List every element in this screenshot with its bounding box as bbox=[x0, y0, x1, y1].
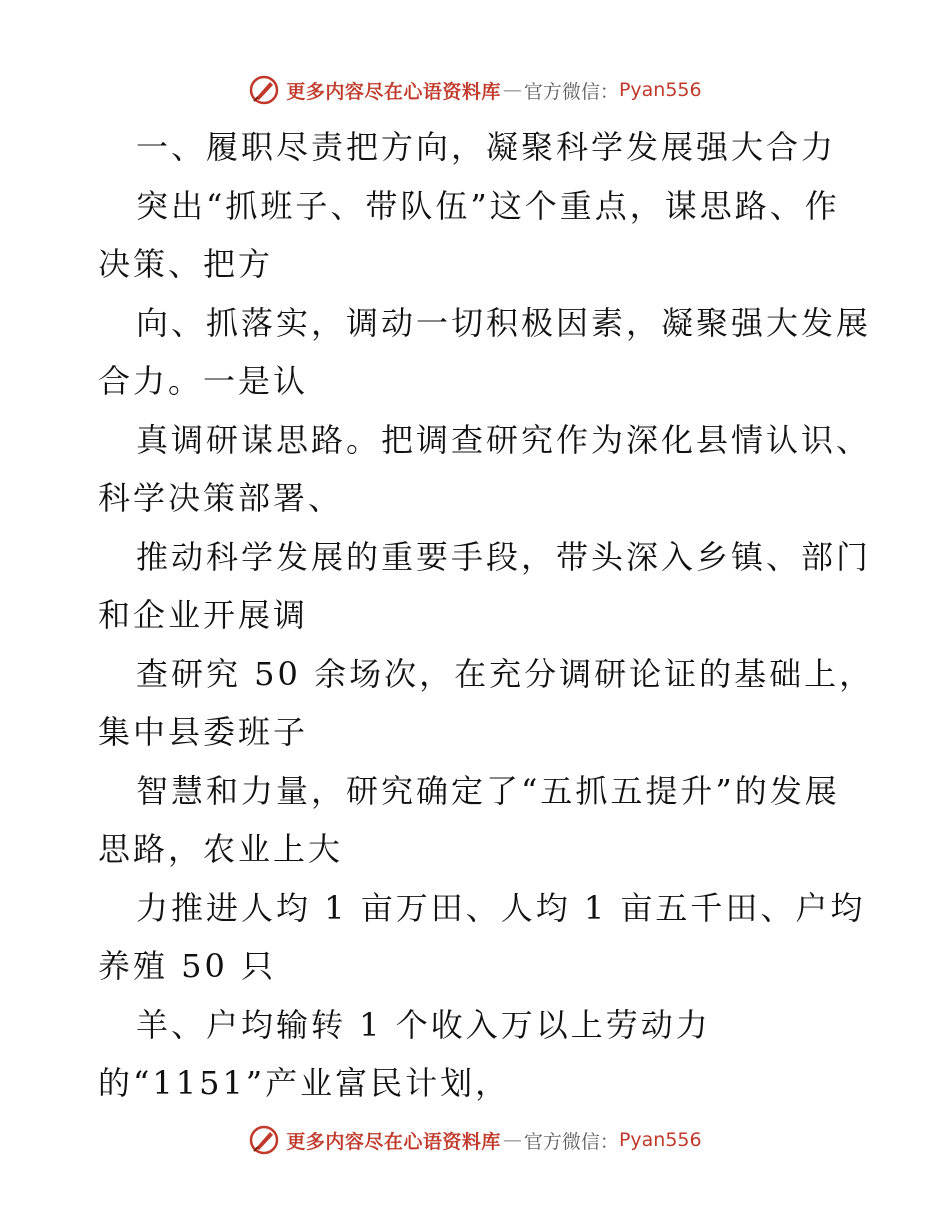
document-line: 决策、把方 bbox=[98, 245, 274, 283]
document-line: 查研究 50 余场次，在充分调研论证的基础上， bbox=[136, 654, 875, 693]
watermark-brand: 更多内容尽在心语资料库 bbox=[286, 1130, 501, 1153]
document-line: 真调研谋思路。把调查研究作为深化县情认识、 bbox=[136, 420, 872, 459]
document-line: 科学决策部署、 bbox=[98, 479, 344, 517]
document-line: 一、履职尽责把方向，凝聚科学发展强大合力 bbox=[136, 128, 837, 166]
document-body bbox=[98, 118, 875, 1113]
watermark-wechat-label: 官方微信： bbox=[523, 80, 619, 103]
document-line: 向、抓落实，调动一切积极因素，凝聚强大发展 bbox=[136, 303, 872, 342]
watermark-handle: Pyan556 bbox=[618, 1129, 702, 1151]
watermark-handle: Pyan556 bbox=[618, 79, 702, 101]
footer-watermark bbox=[0, 1122, 950, 1158]
watermark-wechat-label: 官方微信： bbox=[523, 1130, 619, 1153]
document-line: 突出“抓班子、带队伍”这个重点，谋思路、作 bbox=[136, 186, 840, 225]
quill-circle-icon bbox=[248, 1124, 280, 1156]
document-line: 智慧和力量，研究确定了“五抓五提升”的发展 bbox=[136, 771, 840, 810]
document-line: 和企业开展调 bbox=[98, 596, 309, 634]
document-line: 推动科学发展的重要手段，带头深入乡镇、部门 bbox=[136, 537, 872, 576]
document-line: 合力。一是认 bbox=[98, 362, 309, 400]
document-line: 养殖 50 只 bbox=[98, 947, 277, 985]
document-line: 羊、户均输转 1 个收入万以上劳动力 bbox=[136, 1005, 711, 1044]
header-watermark bbox=[0, 72, 950, 108]
watermark-brand: 更多内容尽在心语资料库 bbox=[286, 80, 501, 103]
quill-circle-icon bbox=[248, 74, 280, 106]
document-line: 的“1151”产业富民计划， bbox=[98, 1064, 511, 1102]
document-line: 思路，农业上大 bbox=[98, 830, 344, 868]
watermark-separator: — bbox=[502, 79, 522, 101]
document-line: 集中县委班子 bbox=[98, 713, 309, 751]
watermark-separator: — bbox=[502, 1129, 522, 1151]
document-line: 力推进人均 1 亩万田、人均 1 亩五千田、户均 bbox=[136, 888, 866, 927]
